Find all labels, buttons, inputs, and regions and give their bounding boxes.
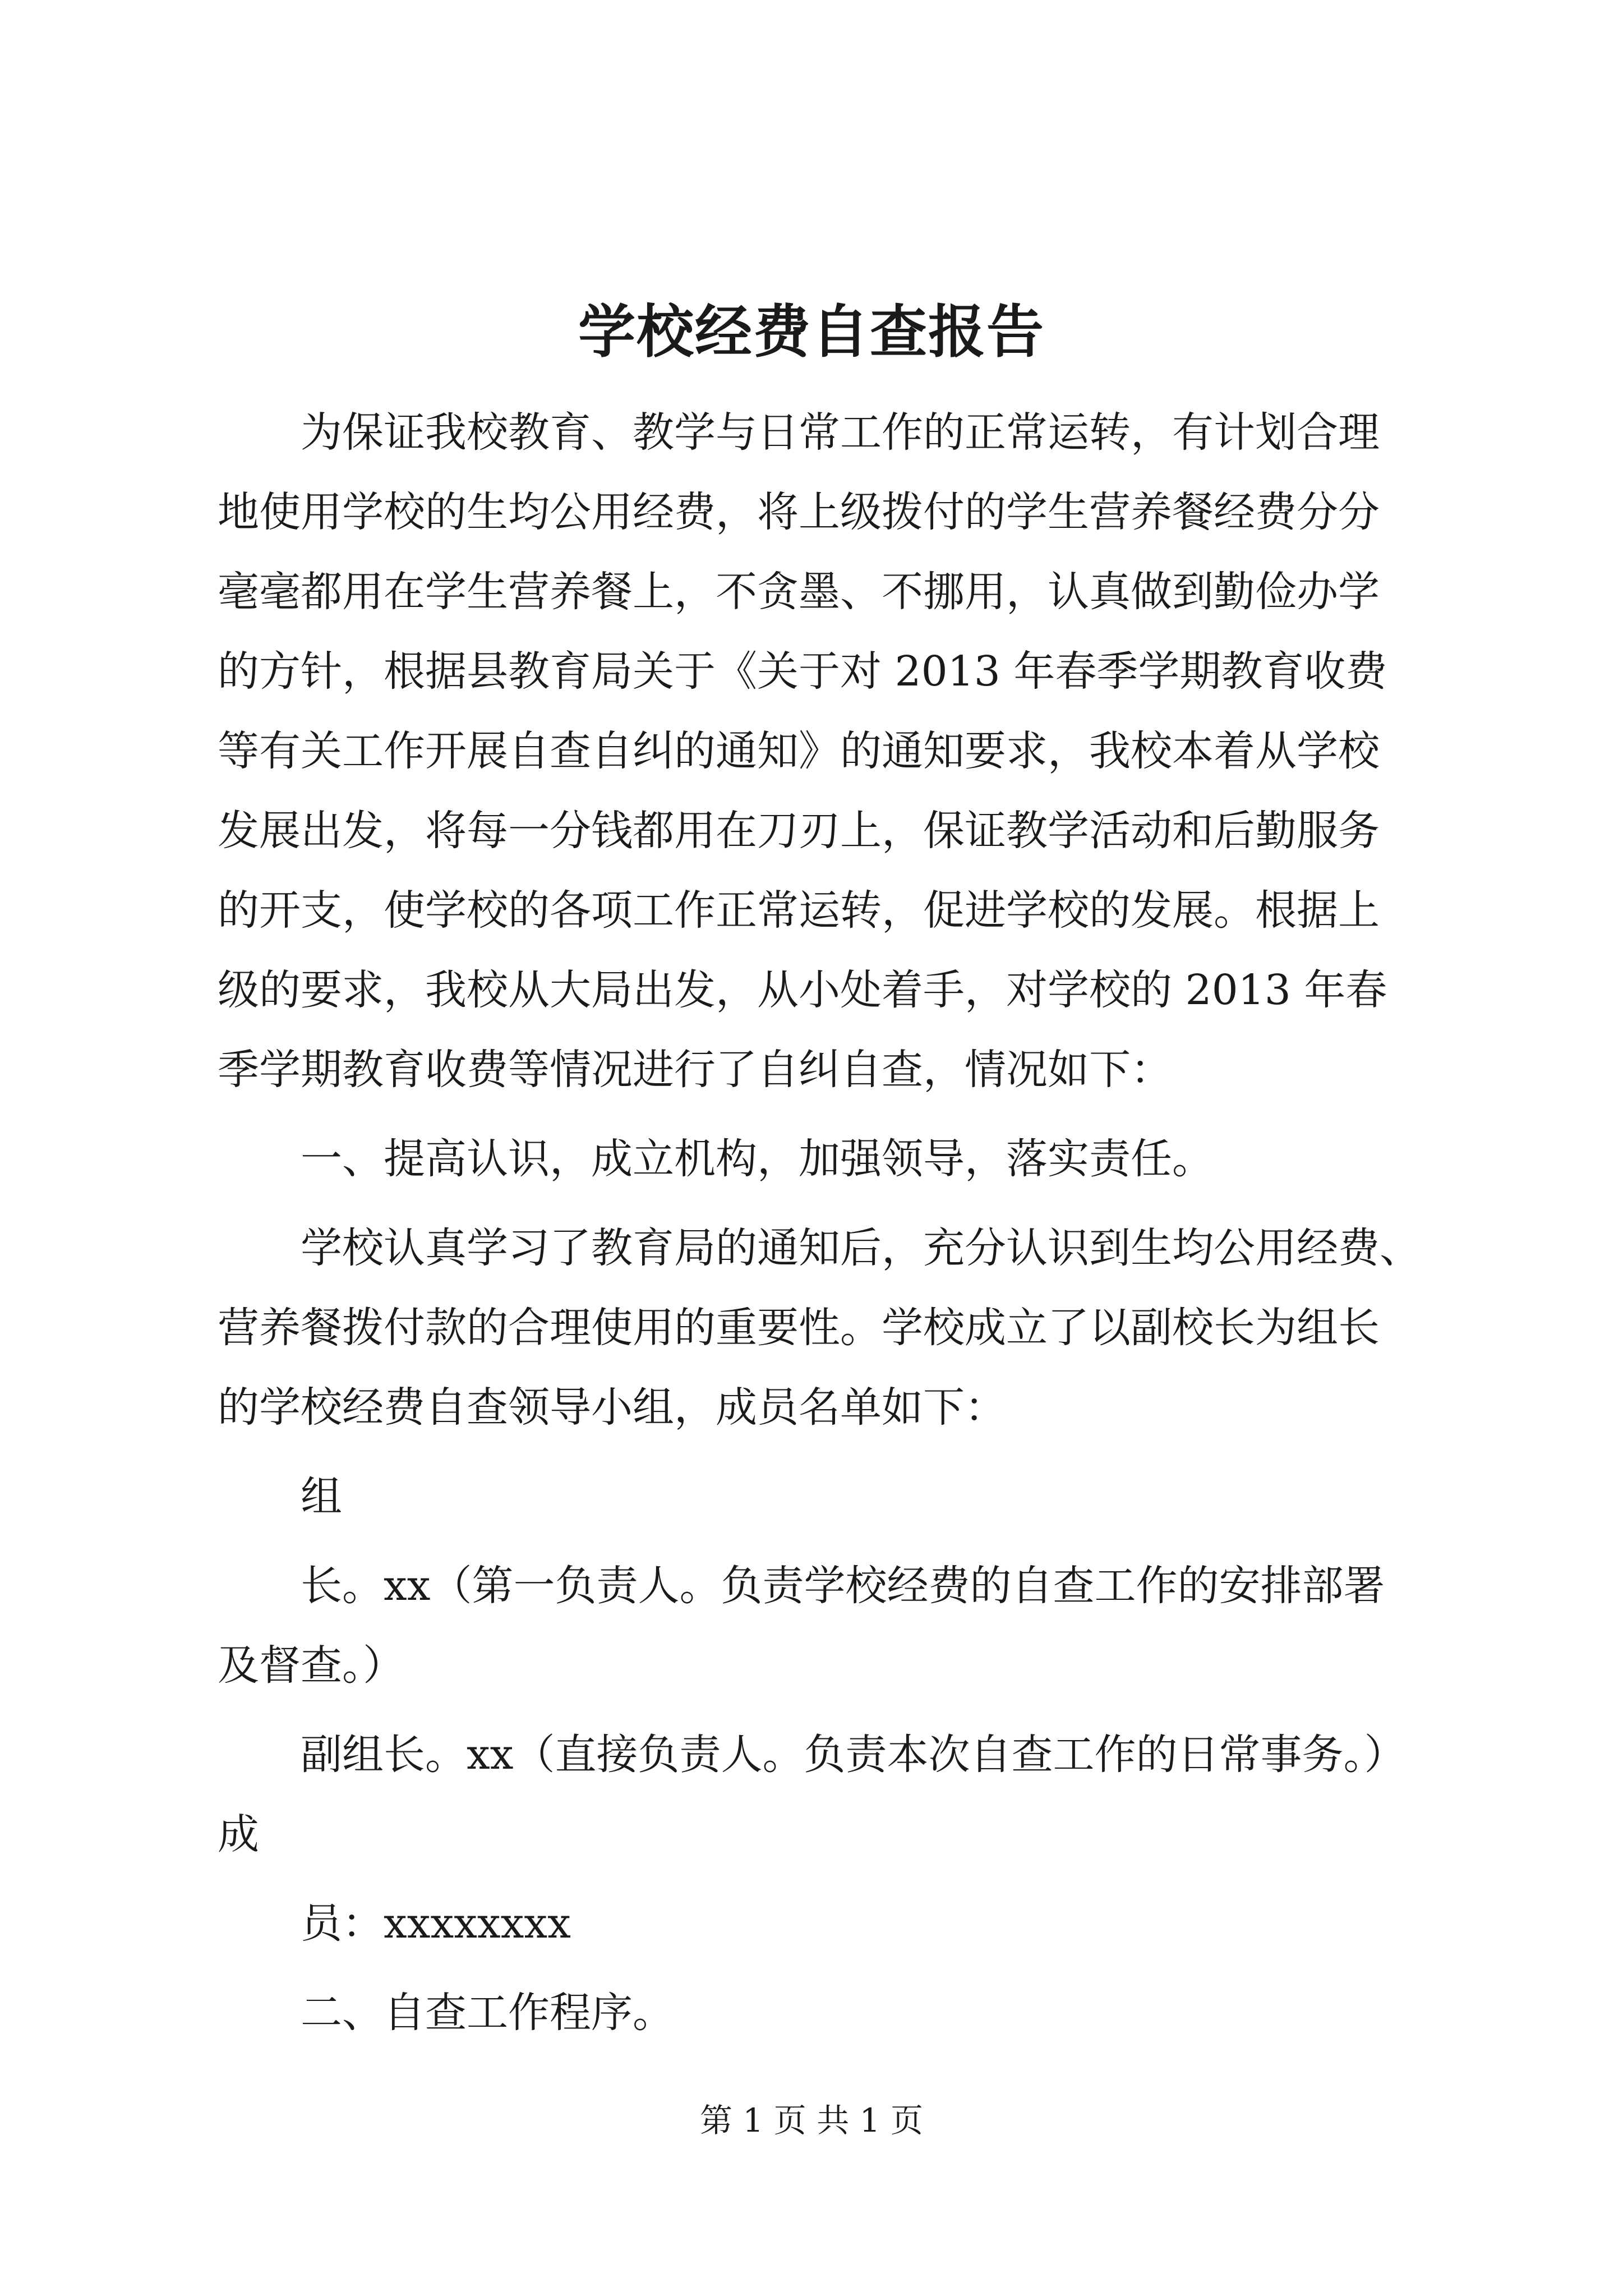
body-line-19: 员：xxxxxxxx <box>218 1899 571 1948</box>
body-line-14: 组 <box>218 1473 342 1521</box>
body-line-2: 地使用学校的生均公用经费，将上级拨付的学生营养餐经费分分 <box>218 488 1380 536</box>
body-line-5: 等有关工作开展自查自纠的通知》的通知要求，我校本着从学校 <box>218 727 1380 775</box>
body-line-4: 的方针，根据县教育局关于《关于对 2013 年春季学期教育收费 <box>218 647 1387 696</box>
body-line-15: 长。xx（第一负责人。负责学校经费的自查工作的安排部署 <box>218 1562 1385 1610</box>
body-line-12: 营养餐拨付款的合理使用的重要性。学校成立了以副校长为组长 <box>218 1304 1380 1352</box>
section-heading-2: 二、自查工作程序。 <box>218 1989 674 2037</box>
body-line-16: 及督查。） <box>218 1641 404 1690</box>
body-line-17: 副组长。xx（直接负责人。负责本次自查工作的日常事务。） <box>218 1731 1406 1779</box>
body-line-8: 级的要求，我校从大局出发，从小处着手，对学校的 2013 年春 <box>218 966 1387 1014</box>
document-title: 学校经费自查报告 <box>578 298 1045 366</box>
body-line-18: 成 <box>218 1810 259 1858</box>
body-line-7: 的开支，使学校的各项工作正常运转，促进学校的发展。根据上 <box>218 886 1380 935</box>
body-line-9: 季学期教育收费等情况进行了自纠自查，情况如下： <box>218 1046 1172 1094</box>
page-footer: 第 1 页 共 1 页 <box>700 2101 923 2139</box>
body-line-3: 毫毫都用在学生营养餐上，不贪墨、不挪用，认真做到勤俭办学 <box>218 568 1380 616</box>
body-line-11: 学校认真学习了教育局的通知后，充分认识到生均公用经费、 <box>218 1224 1421 1272</box>
body-line-1: 为保证我校教育、教学与日常工作的正常运转，有计划合理 <box>218 408 1380 457</box>
body-line-13: 的学校经费自查领导小组，成员名单如下： <box>218 1383 1006 1432</box>
section-heading-1: 一、提高认识，成立机构，加强领导，落实责任。 <box>218 1135 1214 1183</box>
body-line-6: 发展出发，将每一分钱都用在刀刃上，保证教学活动和后勤服务 <box>218 807 1380 855</box>
